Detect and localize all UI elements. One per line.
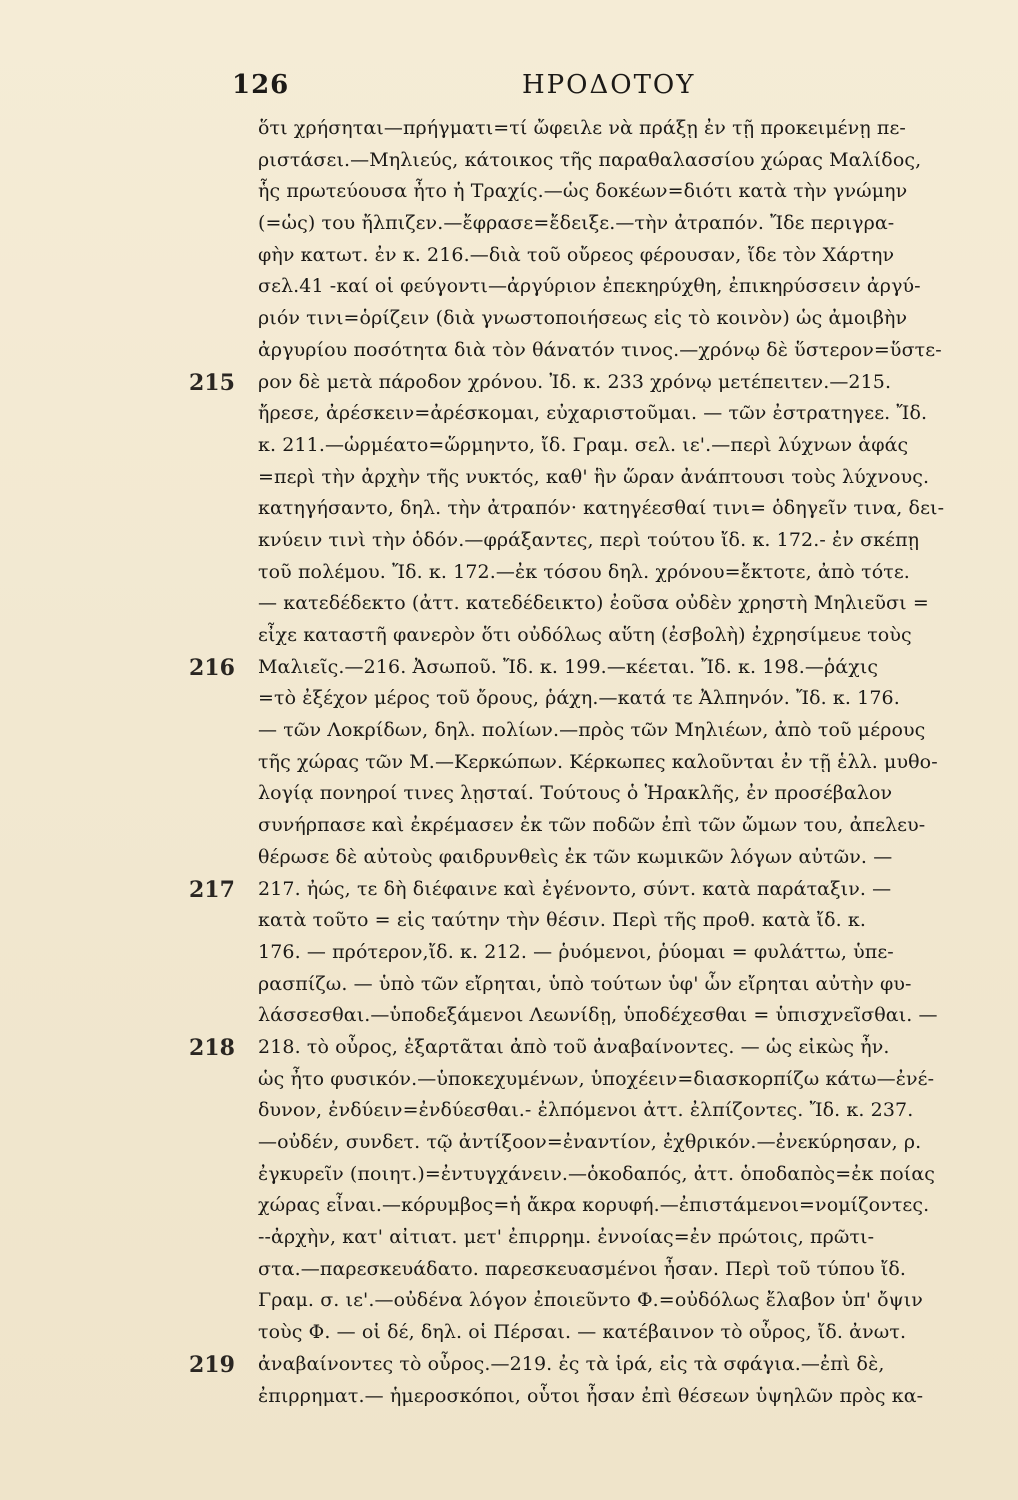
text-line <box>0 937 1018 969</box>
line-text: θέρωσε δὲ αὐτοὺς φαιδρυνθεὶς ἐκ τῶν κωμικῶν λόγων αὐτῶν. — <box>258 845 893 868</box>
line-text: ὅτι χρήσηται—πρήγματι=τί ὤφειλε νὰ πράξῃ ἐν τῇ προκειμένῃ πε- <box>258 117 906 139</box>
line-text: σελ.41 -καί οἱ φεύγοντι—ἀργύριον ἐπεκηρύχθη, ἐπικηρύσσειν ἀργύ- <box>258 275 921 298</box>
text-line <box>0 462 1018 494</box>
line-text: κατηγήσαντο, δηλ. τὴν ἀτραπόν· κατηγέεσθαί τινι= ὁδηγεῖν τινα, δει- <box>258 497 945 520</box>
line-text: συνήρπασε καὶ ἐκρέμασεν ἐκ τῶν ποδῶν ἐπὶ τῶν ὤμων του, ἀπελευ- <box>258 814 926 837</box>
text-line <box>0 874 1018 906</box>
text-line <box>0 1095 1018 1127</box>
text-line <box>0 1064 1018 1096</box>
text-line <box>0 367 1018 399</box>
text-line <box>0 588 1018 620</box>
line-text: λάσσεσθαι.—ὑποδεξάμενοι Λεωνίδῃ, ὑποδέχεσθαι = ὑπισχνεῖσθαι. — <box>258 1004 938 1027</box>
line-text: ὡς ἦτο φυσικόν.—ὑποκεχυμένων, ὑποχέειν=διασκορπίζω κάτω—ἐνέ- <box>258 1067 935 1090</box>
text-line <box>0 1349 1018 1381</box>
line-text: δυνον, ἐνδύειν=ἐνδύεσθαι.- ἐλπόμενοι ἀττ. ἐλπίζοντες. Ἴδ. κ. 237. <box>258 1099 914 1122</box>
line-text: τοὺς Φ. — οἱ δέ, δηλ. οἱ Πέρσαι. — κατέβαινον τὸ οὖρος, ἴδ. ἀνωτ. <box>258 1321 907 1344</box>
line-text: ἀργυρίου ποσότητα διὰ τὸν θάνατόν τινος.—χρόνῳ δὲ ὕστερον=ὕστε- <box>258 338 942 361</box>
text-line <box>0 683 1018 715</box>
text-line <box>0 778 1018 810</box>
text-line <box>0 1032 1018 1064</box>
line-text: (=ὡς) του ἤλπιζεν.—ἔφρασε=ἔδειξε.—τὴν ἀτραπόν. Ἴδε περιγρα- <box>258 212 895 235</box>
text-line <box>0 145 1018 177</box>
text-line <box>0 1127 1018 1159</box>
line-text: ἐπιρρηματ.— ἡμεροσκόποι, οὗτοι ἦσαν ἐπὶ θέσεων ὑψηλῶν πρὸς κα- <box>258 1384 924 1407</box>
line-text: — τῶν Λοκρίδων, δηλ. πολίων.—πρὸς τῶν Μηλιέων, ἀπὸ τοῦ μέρους <box>258 719 926 742</box>
text-line <box>0 303 1018 335</box>
text-line <box>0 430 1018 462</box>
line-text: τοῦ πολέμου. Ἴδ. κ. 172.—ἐκ τόσου δηλ. χρόνου=ἔκτοτε, ἀπὸ τότε. <box>258 560 910 583</box>
line-text: φὴν κατωτ. ἐν κ. 216.—διὰ τοῦ οὔρεος φέρουσαν, ἴδε τὸν Χάρτην <box>258 243 895 266</box>
line-text: ἐγκυρεῖν (ποιητ.)=ἐντυγχάνειν.—ὁκοδαπός, ἀττ. ὁποδαπὸς=ἐκ ποίας <box>258 1162 936 1185</box>
line-text: — κατεδέδεκτο (ἀττ. κατεδέδεικτο) ἐοῦσα οὐδὲν χρηστὴ Μηλιεῦσι = <box>258 592 929 615</box>
text-line <box>0 969 1018 1001</box>
margin-section-number: 216 <box>189 654 235 681</box>
line-text: στα.—παρεσκευάδατο. παρεσκευασμένοι ἦσαν. Περὶ τοῦ τύπου ἴδ. <box>258 1257 907 1280</box>
text-line <box>0 810 1018 842</box>
text-line <box>0 557 1018 589</box>
line-text: τῆς χώρας τῶν Μ.—Κερκώπων. Κέρκωπες καλοῦνται ἐν τῇ ἑλλ. μυθο- <box>258 750 938 773</box>
text-line <box>0 398 1018 430</box>
line-text: Μαλιεῖς.—216. Ἀσωποῦ. Ἴδ. κ. 199.—κέεται. Ἴδ. κ. 198.—ῥάχις <box>258 655 879 678</box>
text-line <box>0 1000 1018 1032</box>
line-text: κατὰ τοῦτο = εἰς ταύτην τὴν θέσιν. Περὶ τῆς προθ. κατὰ ἴδ. κ. <box>258 909 867 932</box>
page-number: 126 <box>232 70 290 100</box>
margin-section-number: 217 <box>189 876 235 903</box>
margin-section-number: 218 <box>189 1034 235 1061</box>
text-line <box>0 842 1018 874</box>
line-text: ἀναβαίνοντες τὸ οὖρος.—219. ἐς τὰ ἱρά, εἰς τὰ σφάγια.—ἐπὶ δὲ, <box>258 1352 885 1375</box>
line-text: κνύειν τινὶ τὴν ὁδόν.—φράξαντες, περὶ τούτου ἴδ. κ. 172.- ἐν σκέπῃ <box>258 528 920 551</box>
text-line <box>0 1285 1018 1317</box>
line-text: ριστάσει.—Μηλιεύς, κάτοικος τῆς παραθαλασσίου χώρας Μαλίδος, <box>258 148 922 171</box>
text-line <box>0 525 1018 557</box>
text-line <box>0 905 1018 937</box>
line-text: --ἀρχὴν, κατ' αἰτιατ. μετ' ἐπιρρημ. ἐννοίας=ἐν πρώτοις, πρῶτι- <box>258 1226 875 1249</box>
text-line <box>0 1190 1018 1222</box>
line-text: =περὶ τὴν ἀρχὴν τῆς νυκτός, καθ' ἣν ὥραν ἀνάπτουσι τοὺς λύχνους. <box>258 465 930 488</box>
text-line <box>0 1159 1018 1191</box>
text-line <box>0 493 1018 525</box>
commentary-text <box>0 113 1018 1412</box>
text-line <box>0 335 1018 367</box>
text-line <box>0 271 1018 303</box>
line-text: 176. — πρότερον,ἴδ. κ. 212. — ῥυόμενοι, ῥύομαι = φυλάττω, ὑπε- <box>258 940 894 963</box>
margin-section-number: 215 <box>189 369 235 396</box>
line-text: χώρας εἶναι.—κόρυμβος=ἡ ἄκρα κορυφή.—ἐπιστάμενοι=νομίζοντες. <box>258 1194 930 1217</box>
line-text: Γραμ. σ. ιε'.—οὐδένα λόγον ἐποιεῦντο Φ.=οὐδόλως ἔλαβον ὑπ' ὄψιν <box>258 1289 923 1312</box>
text-line <box>0 620 1018 652</box>
line-text: ἤρεσε, ἀρέσκειν=ἀρέσκομαι, εὐχαριστοῦμαι. — τῶν ἐστρατηγεε. Ἴδ. <box>258 402 928 425</box>
line-text: —οὐδέν, συνδετ. τῷ ἀντίξοον=ἐναντίον, ἐχθρικόν.—ἐνεκύρησαν, ρ. <box>258 1131 922 1153</box>
text-line <box>0 240 1018 272</box>
text-line <box>0 652 1018 684</box>
running-title: ΗΡΟΔΟΤΟΥ <box>522 70 696 100</box>
line-text: 217. ἠώς, τε δὴ διέφαινε καὶ ἐγένοντο, σύντ. κατὰ παράταξιν. — <box>258 877 892 900</box>
text-line <box>0 113 1018 145</box>
line-text: =τὸ ἐξέχον μέρος τοῦ ὄρους, ῥάχη.—κατά τε Ἀλπηνόν. Ἴδ. κ. 176. <box>258 687 900 710</box>
text-line <box>0 208 1018 240</box>
line-text: ρασπίζω. — ὑπὸ τῶν εἴρηται, ὑπὸ τούτων ὑφ' ὧν εἴρηται αὐτὴν φυ- <box>258 972 912 995</box>
text-line <box>0 747 1018 779</box>
text-line <box>0 1254 1018 1286</box>
line-text: ριόν τινι=ὁρίζειν (διὰ γνωστοποιήσεως εἰς τὸ κοινὸν) ὡς ἀμοιβὴν <box>258 307 908 330</box>
line-text: κ. 211.—ὡρμέατο=ὥρμηντο, ἴδ. Γραμ. σελ. ιε'.—περὶ λύχνων ἁφάς <box>258 433 909 456</box>
line-text: εἶχε καταστῆ φανερὸν ὅτι οὐδόλως αὕτη (ἐσβολὴ) ἐχρησίμευε τοὺς <box>258 624 912 646</box>
line-text: λογίᾳ πονηροί τινες λῃσταί. Τούτους ὁ Ἡρακλῆς, ἐν προσέβαλον <box>258 782 893 805</box>
line-text: ρον δὲ μετὰ πάροδον χρόνου. Ἰδ. κ. 233 χρόνῳ μετέπειτεν.—215. <box>258 370 892 393</box>
text-line <box>0 715 1018 747</box>
text-line <box>0 1381 1018 1413</box>
page-header <box>222 70 782 106</box>
text-line <box>0 1317 1018 1349</box>
margin-section-number: 219 <box>189 1351 235 1378</box>
line-text: ἧς πρωτεύουσα ἦτο ἡ Τραχίς.—ὡς δοκέων=διότι κατὰ τὴν γνώμην <box>258 180 908 203</box>
text-line <box>0 176 1018 208</box>
line-text: 218. τὸ οὖρος, ἐξαρτᾶται ἀπὸ τοῦ ἀναβαίνοντες. — ὡς εἰκὼς ἦν. <box>258 1035 890 1058</box>
text-line <box>0 1222 1018 1254</box>
